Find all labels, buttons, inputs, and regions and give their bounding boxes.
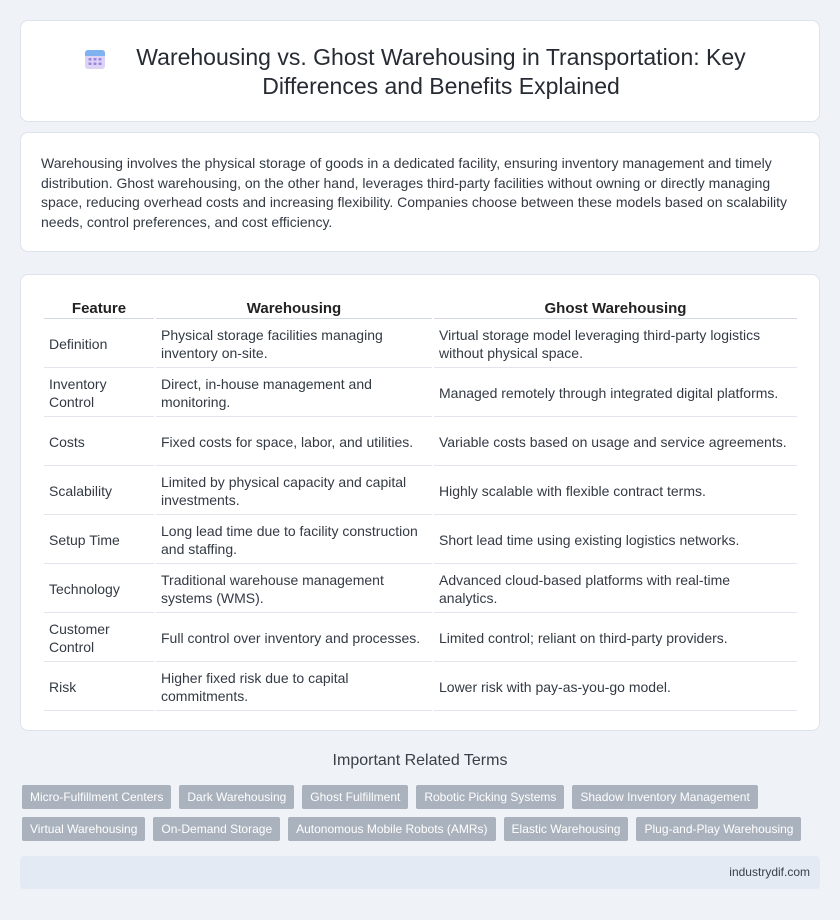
header-warehousing: Warehousing <box>156 299 432 319</box>
comparison-table <box>42 297 799 713</box>
ghost-warehousing-cell: Virtual storage model leveraging third-party logistics without physical space. <box>434 321 797 368</box>
table-row <box>44 468 797 515</box>
footer-site[interactable]: industrydif.com <box>729 865 810 879</box>
ghost-warehousing-cell: Limited control; reliant on third-party providers. <box>434 615 797 662</box>
tag-row <box>22 785 822 809</box>
tag-ghost-fulfillment[interactable]: Ghost Fulfillment <box>302 785 408 809</box>
feature-cell: Setup Time <box>44 517 154 564</box>
feature-cell: Customer Control <box>44 615 154 662</box>
intro-paragraph: Warehousing involves the physical storage of goods in a dedicated facility, ensuring inventory management and timely distribution. Ghost warehousing, on the other hand, leverages third-party facilities without owning or directly managing space, reducing overhead costs and increasing flexibility. Companies choose between these models based on scalability needs, control preferences, and cost efficiency. <box>41 155 788 230</box>
related-terms-heading: Important Related Terms <box>332 752 508 769</box>
warehousing-cell: Higher fixed risk due to capital commitments. <box>156 664 432 711</box>
warehousing-cell: Full control over inventory and processes. <box>156 615 432 662</box>
header-feature: Feature <box>44 299 154 319</box>
feature-cell: Technology <box>44 566 154 613</box>
tag-on-demand-storage[interactable]: On-Demand Storage <box>153 817 280 841</box>
tag-elastic-warehousing[interactable]: Elastic Warehousing <box>504 817 629 841</box>
ghost-warehousing-cell: Highly scalable with flexible contract terms. <box>434 468 797 515</box>
table-row <box>44 664 797 711</box>
tag-row <box>22 817 822 841</box>
feature-cell: Definition <box>44 321 154 368</box>
feature-cell: Risk <box>44 664 154 711</box>
warehousing-cell: Traditional warehouse management systems (WMS). <box>156 566 432 613</box>
tag-robotic-picking-systems[interactable]: Robotic Picking Systems <box>416 785 564 809</box>
table-row <box>44 615 797 662</box>
table-row <box>44 370 797 417</box>
warehousing-cell: Long lead time due to facility construction and staffing. <box>156 517 432 564</box>
table-row <box>44 566 797 613</box>
feature-cell: Costs <box>44 419 154 466</box>
warehousing-cell: Fixed costs for space, labor, and utilities. <box>156 419 432 466</box>
feature-cell: Inventory Control <box>44 370 154 417</box>
feature-cell: Scalability <box>44 468 154 515</box>
title-card <box>20 20 820 122</box>
warehousing-cell: Direct, in-house management and monitoring. <box>156 370 432 417</box>
ghost-warehousing-cell: Advanced cloud-based platforms with real-time analytics. <box>434 566 797 613</box>
related-terms-list <box>22 785 822 849</box>
page-title: Warehousing vs. Ghost Warehousing in Transportation: Key Differences and Benefits Explained <box>136 44 746 99</box>
tag-shadow-inventory-management[interactable]: Shadow Inventory Management <box>572 785 757 809</box>
warehousing-cell: Limited by physical capacity and capital investments. <box>156 468 432 515</box>
warehousing-cell: Physical storage facilities managing inventory on-site. <box>156 321 432 368</box>
footer-bar <box>20 856 820 889</box>
ghost-warehousing-cell: Variable costs based on usage and service agreements. <box>434 419 797 466</box>
tag-micro-fulfillment-centers[interactable]: Micro-Fulfillment Centers <box>22 785 171 809</box>
table-row <box>44 321 797 368</box>
ghost-warehousing-cell: Lower risk with pay-as-you-go model. <box>434 664 797 711</box>
header-ghost-warehousing: Ghost Warehousing <box>434 299 797 319</box>
tag-virtual-warehousing[interactable]: Virtual Warehousing <box>22 817 145 841</box>
tag-autonomous-mobile-robots[interactable]: Autonomous Mobile Robots (AMRs) <box>288 817 495 841</box>
intro-card <box>20 132 820 252</box>
ghost-warehousing-cell: Managed remotely through integrated digital platforms. <box>434 370 797 417</box>
table-row <box>44 419 797 466</box>
ghost-warehousing-cell: Short lead time using existing logistics networks. <box>434 517 797 564</box>
tag-plug-and-play-warehousing[interactable]: Plug-and-Play Warehousing <box>636 817 801 841</box>
tag-dark-warehousing[interactable]: Dark Warehousing <box>179 785 294 809</box>
table-row <box>44 517 797 564</box>
comparison-card <box>20 274 820 731</box>
table-header-row <box>44 299 797 319</box>
